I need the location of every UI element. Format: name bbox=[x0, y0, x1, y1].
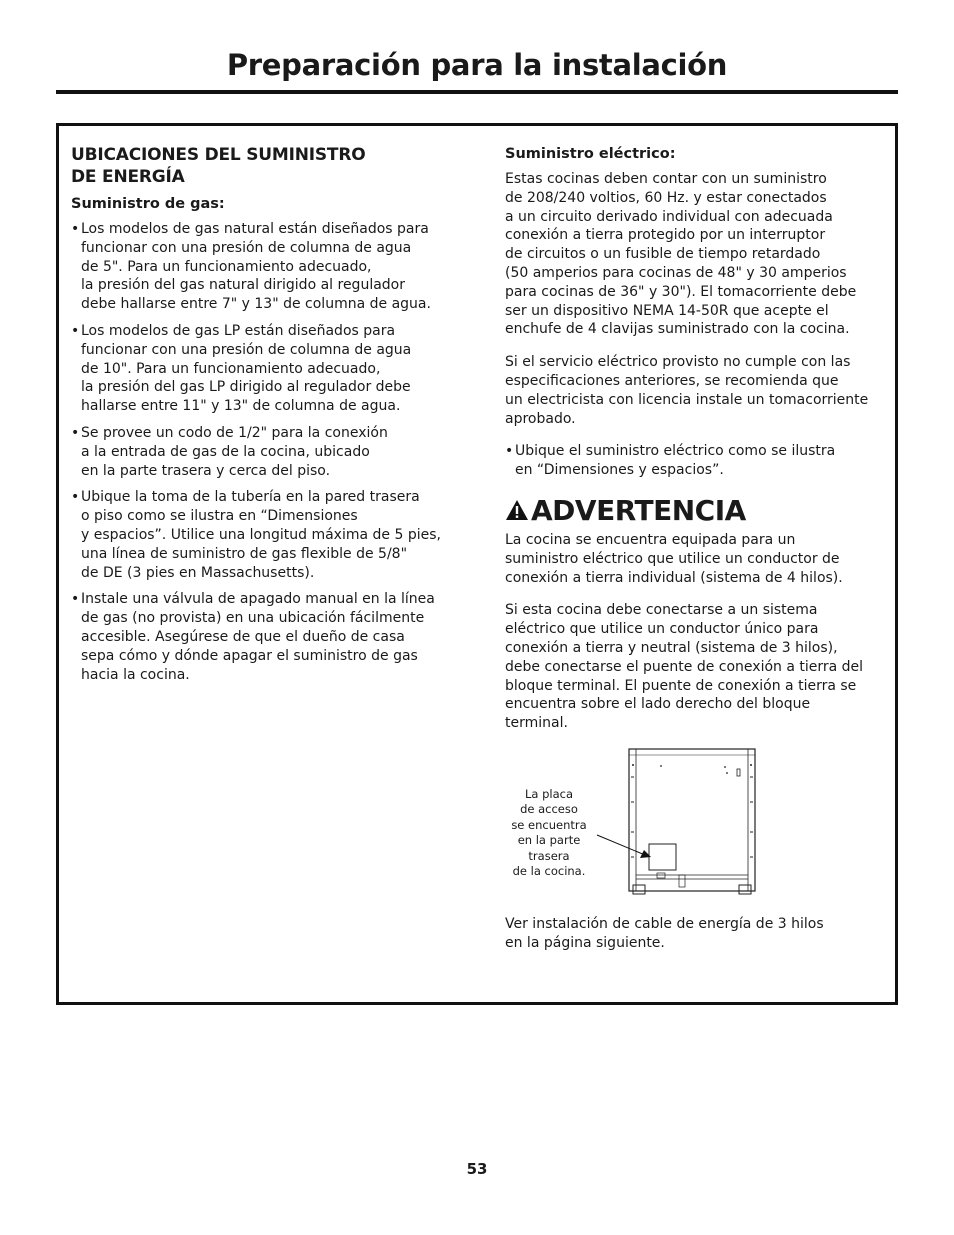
electric-list bbox=[505, 442, 887, 480]
electric-paragraph-2: Si el servicio eléctrico provisto no cumple con las especificaciones anteriores, se recomienda que un electricista con licencia instale un tomacorriente aprobado. bbox=[505, 354, 869, 427]
figure-caption: La placa de acceso se encuentra en la parte trasera de la cocina. bbox=[511, 786, 587, 879]
page-number: 53 bbox=[466, 1160, 488, 1178]
warning-paragraph-1: La cocina se encuentra equipada para un suministro eléctrico que utilice un conductor de conexión a tierra individual (sistema de 4 hilos). bbox=[505, 531, 843, 586]
gas-supply-heading: Suministro de gas: bbox=[71, 196, 225, 212]
section-heading: UBICACIONES DEL SUMINISTRO DE ENERGÍA bbox=[71, 145, 366, 187]
footer-note: Ver instalación de cable de energía de 3 hilos en la página siguiente. bbox=[505, 915, 824, 951]
electric-supply-heading: Suministro eléctrico: bbox=[505, 146, 676, 162]
left-column bbox=[71, 144, 451, 692]
gas-item-valve: • Instale una válvula de apagado manual en la línea de gas (no provista) en una ubicación fácilmente accesible. Asegúrese de que el dueño de casa sepa cómo y dónde apagar el suministro de gas hacia la cocina. bbox=[71, 590, 451, 684]
content-box bbox=[56, 123, 898, 1005]
electric-item-locate: • Ubique el suministro eléctrico como se ilustra en “Dimensiones y espacios”. bbox=[505, 442, 887, 480]
warning-heading bbox=[505, 494, 887, 527]
warning-icon bbox=[505, 499, 529, 521]
page-title: Preparación para la instalación bbox=[226, 48, 728, 82]
electric-paragraph-1: Estas cocinas deben contar con un suministro de 208/240 voltios, 60 Hz. y estar conectados a un circuito derivado individual con adecuada conexión a tierra protegido por un interruptor de circuitos o un fusible de tiempo retardado (50 amperios para cocinas de 48" y 30 amperios para cocinas de 36" y 30"). El tomacorriente debe ser un dispositivo NEMA 14-50R que acepte el enchufe de 4 clavijas suministrado con la cocina. bbox=[505, 171, 857, 338]
range-back-figure bbox=[505, 747, 887, 909]
gas-item-elbow: • Se provee un codo de 1/2" para la conexión a la entrada de gas de la cocina, ubicado en la parte trasera y cerca del piso. bbox=[71, 424, 451, 480]
gas-supply-list bbox=[71, 220, 451, 684]
warning-paragraph-2: Si esta cocina debe conectarse a un sistema eléctrico que utilice un conductor único para conexión a tierra y neutral (sistema de 3 hilos), debe conectarse el puente de conexión a tierra del bloque terminal. El puente de conexión a tierra se encuentra sobre el lado derecho del bloque terminal. bbox=[505, 602, 864, 732]
warning-label: ADVERTENCIA bbox=[531, 493, 746, 527]
range-back-diagram bbox=[505, 747, 887, 909]
gas-item-natural: • Los modelos de gas natural están diseñados para funcionar con una presión de columna de agua de 5". Para un funcionamiento adecuado, la presión del gas natural dirigido al regulador debe hallarse entre 7" y 13" de columna de agua. bbox=[71, 220, 451, 314]
right-column bbox=[505, 146, 887, 967]
title-rule bbox=[56, 90, 898, 94]
gas-item-lp: • Los modelos de gas LP están diseñados para funcionar con una presión de columna de agua de 10". Para un funcionamiento adecuado, la presión del gas LP dirigido al regulador debe hallarse entre 11" y 13" de columna de agua. bbox=[71, 322, 451, 416]
gas-item-pipe: • Ubique la toma de la tubería en la pared trasera o piso como se ilustra en “Dimensiones y espacios”. Utilice una longitud máxima de 5 pies, una línea de suministro de gas flexible de 5/8" de DE (3 pies en Massachusetts). bbox=[71, 488, 451, 582]
